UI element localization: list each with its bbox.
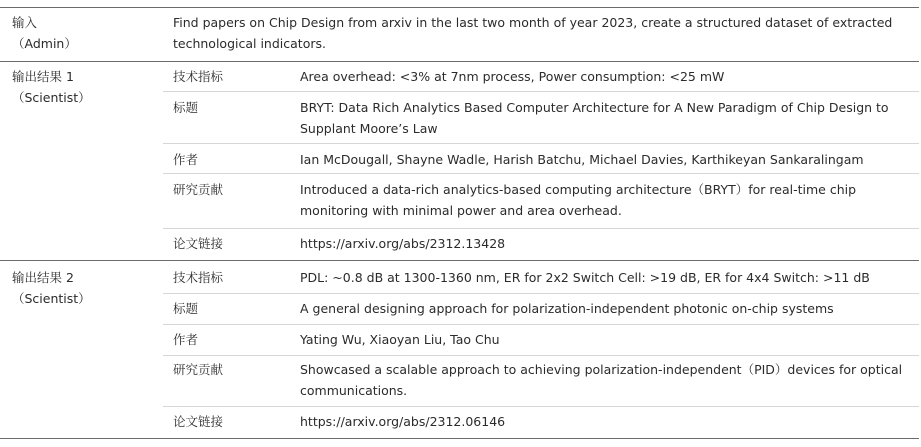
- result-label-cell: [12, 267, 162, 309]
- field-value-authors: Ian McDougall, Shayne Wadle, Harish Batchu, Michael Davies, Karthikeyan Sankaralingam: [300, 152, 864, 167]
- field-key-tech-indicators: 技术指标: [173, 69, 224, 84]
- field-value-tech-indicators: PDL: ~0.8 dB at 1300-1360 nm, ER for 2x2 Switch Cell: >19 dB, ER for 4x4 Switch: >11 dB: [300, 270, 870, 285]
- field-value-authors: Yating Wu, Xiaoyan Liu, Tao Chu: [300, 332, 500, 347]
- result-label: 输出结果 1: [12, 69, 74, 84]
- row-divider: [163, 355, 919, 356]
- row-divider: [163, 143, 919, 144]
- table-bottom-rule: [0, 438, 919, 439]
- row-divider: [163, 228, 919, 229]
- field-value-paper-link[interactable]: https://arxiv.org/abs/2312.06146: [300, 414, 506, 429]
- row-divider: [163, 173, 919, 174]
- field-key-contribution: 研究贡献: [173, 362, 224, 377]
- field-key-paper-link: 论文链接: [173, 414, 224, 429]
- field-value-paper-link[interactable]: https://arxiv.org/abs/2312.13428: [300, 236, 506, 251]
- field-value-title: A general designing approach for polarization-independent photonic on-chip systems: [300, 301, 834, 316]
- input-label-cell: [12, 12, 162, 54]
- input-label: 输入: [12, 15, 38, 30]
- field-value-title: BRYT: Data Rich Analytics Based Computer Architecture for A New Paradigm of Chip Design to Supplant Moore’s Law: [300, 100, 889, 136]
- result-label: 输出结果 2: [12, 270, 74, 285]
- field-key-authors: 作者: [173, 152, 199, 167]
- field-value-tech-indicators: Area overhead: <3% at 7nm process, Power consumption: <25 mW: [300, 69, 725, 84]
- section-divider: [0, 61, 919, 62]
- field-key-authors: 作者: [173, 332, 199, 347]
- field-key-contribution: 研究贡献: [173, 182, 224, 197]
- result-label-cell: [12, 66, 162, 108]
- field-key-title: 标题: [173, 301, 199, 316]
- result-role: （Scientist）: [12, 291, 91, 306]
- row-divider: [163, 91, 919, 92]
- row-divider: [163, 324, 919, 325]
- section-divider: [0, 260, 919, 261]
- input-prompt: Find papers on Chip Design from arxiv in the last two month of year 2023, create a structured dataset of extracted technological indicators.: [173, 15, 893, 51]
- input-role: （Admin）: [12, 36, 77, 51]
- row-divider: [163, 406, 919, 407]
- row-divider: [163, 293, 919, 294]
- field-value-contribution: Introduced a data-rich analytics-based computing architecture（BRYT）for real-time chip monitoring with minimal power and area overhead.: [300, 182, 857, 218]
- field-value-contribution: Showcased a scalable approach to achieving polarization-independent（PID）devices for optical communications.: [300, 362, 903, 398]
- field-key-tech-indicators: 技术指标: [173, 270, 224, 285]
- table-top-rule: [0, 7, 919, 8]
- field-key-title: 标题: [173, 100, 199, 115]
- result-role: （Scientist）: [12, 90, 91, 105]
- field-key-paper-link: 论文链接: [173, 236, 224, 251]
